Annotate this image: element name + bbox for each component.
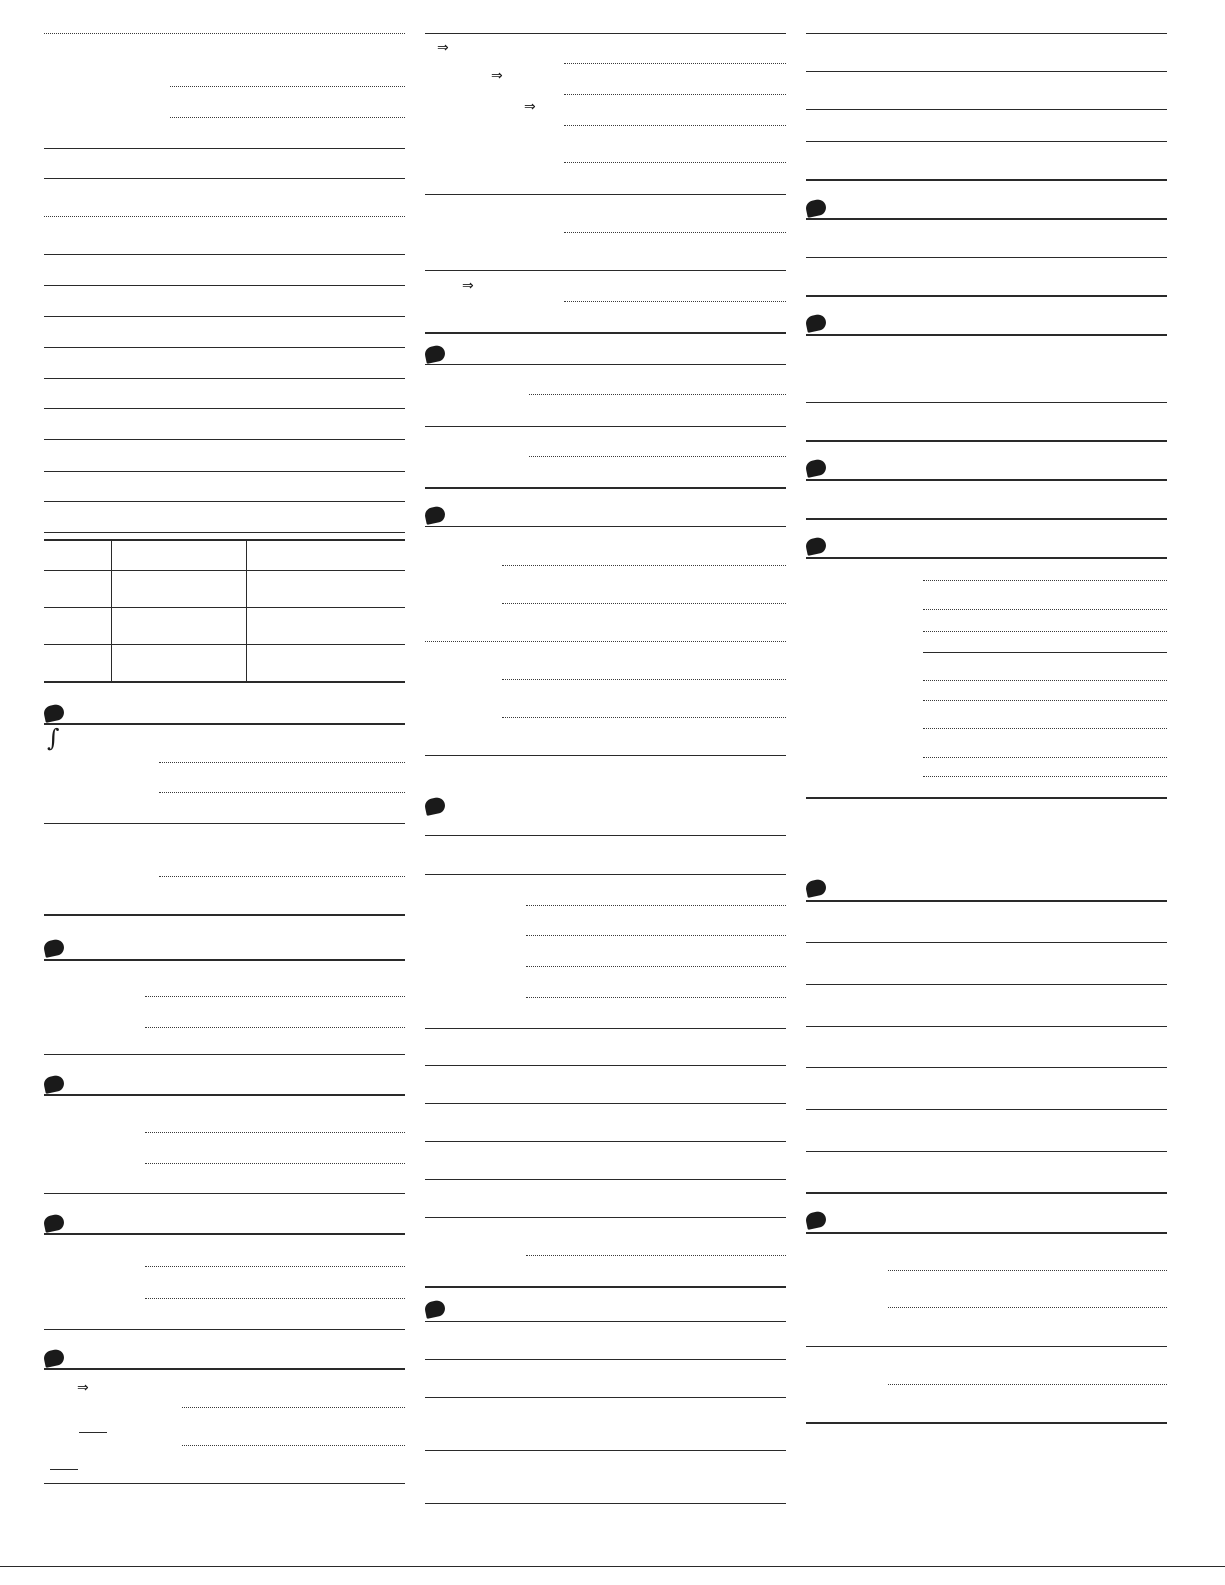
answer-line (923, 652, 1167, 653)
row-separator (806, 257, 1167, 258)
row-separator (425, 1028, 786, 1029)
answer-line (145, 1298, 405, 1299)
section-end-rule (44, 914, 405, 916)
answer-line (564, 63, 786, 64)
section-rule (44, 1368, 405, 1370)
answer-line (44, 216, 405, 217)
column-1 (44, 0, 405, 1585)
row-separator (44, 439, 405, 440)
row-separator (425, 194, 786, 195)
row-separator (44, 254, 405, 255)
section-marker-icon (424, 505, 447, 525)
answer-line (425, 641, 786, 642)
table-bottom-rule (44, 681, 405, 683)
section-end-rule (425, 487, 786, 489)
integral-symbol: ∫ (47, 724, 60, 752)
answer-line (502, 679, 786, 680)
table-column-divider (246, 539, 247, 681)
section-end-rule (425, 1286, 786, 1288)
row-separator (425, 33, 786, 34)
answer-line (923, 700, 1167, 701)
section-rule (44, 1233, 405, 1235)
section-end-rule (44, 1054, 405, 1055)
section-rule (425, 835, 786, 836)
answer-line (145, 1266, 405, 1267)
table-row-rule (44, 644, 405, 645)
row-separator (44, 178, 405, 179)
row-separator (44, 408, 405, 409)
section-end-rule (806, 797, 1167, 799)
answer-line (526, 966, 786, 967)
section-marker-icon (805, 878, 828, 898)
section-end-rule (425, 755, 786, 756)
column-3 (806, 0, 1167, 1585)
section-rule (44, 1094, 405, 1096)
answer-line (923, 680, 1167, 681)
section-end-rule (806, 1422, 1167, 1424)
row-separator (806, 1026, 1167, 1027)
answer-line (888, 1307, 1167, 1308)
answer-line (564, 125, 786, 126)
section-end-rule (425, 332, 786, 334)
section-rule (425, 364, 786, 365)
answer-line (923, 728, 1167, 729)
row-separator (44, 471, 405, 472)
answer-line (564, 301, 786, 302)
answer-line (182, 1445, 405, 1446)
answer-line (170, 117, 405, 118)
section-rule (425, 1321, 786, 1322)
row-separator (425, 1397, 786, 1398)
answer-line (888, 1384, 1167, 1385)
section-end-rule (44, 1329, 405, 1330)
section-end-rule (806, 1192, 1167, 1194)
answer-line (564, 94, 786, 95)
answer-line (888, 1270, 1167, 1271)
section-end-rule (44, 1193, 405, 1194)
answer-line (923, 580, 1167, 581)
table-row-rule (44, 570, 405, 571)
section-end-rule (806, 179, 1167, 181)
answer-line (159, 762, 405, 763)
row-separator (44, 532, 405, 533)
section-marker-icon (424, 344, 447, 364)
section-rule (44, 959, 405, 961)
answer-line (526, 905, 786, 906)
section-marker-icon (805, 313, 828, 333)
fraction-bar (79, 1432, 107, 1433)
answer-line (526, 1255, 786, 1256)
implies-symbol: ⇒ (491, 68, 503, 84)
row-separator (806, 1067, 1167, 1068)
row-separator (44, 316, 405, 317)
answer-line (145, 996, 405, 997)
section-marker-icon (43, 1213, 66, 1233)
section-rule (44, 723, 405, 725)
answer-line (145, 1163, 405, 1164)
fraction-bar (50, 1469, 78, 1470)
answer-line (923, 776, 1167, 777)
answer-line (526, 997, 786, 998)
section-marker-icon (43, 1074, 66, 1094)
row-separator (806, 1109, 1167, 1110)
row-separator (806, 33, 1167, 34)
row-separator (806, 942, 1167, 943)
answer-line (923, 609, 1167, 610)
page-footer-rule (0, 1566, 1225, 1567)
section-end-rule (806, 440, 1167, 442)
answer-line (145, 1027, 405, 1028)
row-separator (425, 1103, 786, 1104)
answer-line (529, 394, 786, 395)
row-separator (44, 347, 405, 348)
answer-line (502, 603, 786, 604)
row-separator (806, 71, 1167, 72)
section-rule (806, 479, 1167, 481)
section-marker-icon (43, 703, 66, 723)
section-rule (425, 526, 786, 527)
section-end-rule (44, 1483, 405, 1484)
row-separator (806, 1346, 1167, 1347)
answer-line (923, 757, 1167, 758)
section-end-rule (806, 295, 1167, 297)
section-marker-icon (805, 1210, 828, 1230)
section-rule (806, 900, 1167, 902)
row-separator (425, 270, 786, 271)
row-separator (44, 285, 405, 286)
implies-symbol: ⇒ (462, 278, 474, 294)
row-separator (425, 1065, 786, 1066)
section-marker-icon (805, 458, 828, 478)
section-marker-icon (43, 938, 66, 958)
row-separator (806, 109, 1167, 110)
column-2 (425, 0, 786, 1585)
section-rule (806, 557, 1167, 559)
implies-symbol: ⇒ (77, 1380, 89, 1396)
answer-line (159, 876, 405, 877)
answer-line (44, 33, 405, 34)
section-rule (806, 1232, 1167, 1234)
row-separator (425, 1359, 786, 1360)
section-marker-icon (805, 536, 828, 556)
answer-line (502, 565, 786, 566)
section-end-rule (806, 518, 1167, 520)
answer-line (564, 162, 786, 163)
row-separator (44, 378, 405, 379)
row-separator (425, 1217, 786, 1218)
section-rule (806, 218, 1167, 220)
row-separator (425, 874, 786, 875)
section-end-rule (425, 1503, 786, 1504)
row-separator (425, 426, 786, 427)
section-rule (806, 334, 1167, 336)
row-separator (806, 1151, 1167, 1152)
answer-line (182, 1407, 405, 1408)
row-separator (806, 984, 1167, 985)
answer-line (923, 631, 1167, 632)
table-row-rule (44, 607, 405, 608)
row-separator (425, 1179, 786, 1180)
row-separator (806, 402, 1167, 403)
row-separator (44, 501, 405, 502)
section-marker-icon (424, 1299, 447, 1319)
row-separator (425, 1141, 786, 1142)
row-separator (44, 148, 405, 149)
row-separator (806, 141, 1167, 142)
answer-line (502, 717, 786, 718)
row-separator (44, 823, 405, 824)
section-marker-icon (805, 198, 828, 218)
implies-symbol: ⇒ (524, 99, 536, 115)
section-marker-icon (43, 1348, 66, 1368)
answer-line (170, 86, 405, 87)
answer-line (159, 792, 405, 793)
section-marker-icon (424, 796, 447, 816)
table-column-divider (111, 539, 112, 681)
answer-line (564, 232, 786, 233)
answer-line (529, 456, 786, 457)
answer-line (526, 935, 786, 936)
row-separator (425, 1450, 786, 1451)
table-top-rule (44, 539, 405, 541)
implies-symbol: ⇒ (437, 40, 449, 56)
answer-line (145, 1132, 405, 1133)
